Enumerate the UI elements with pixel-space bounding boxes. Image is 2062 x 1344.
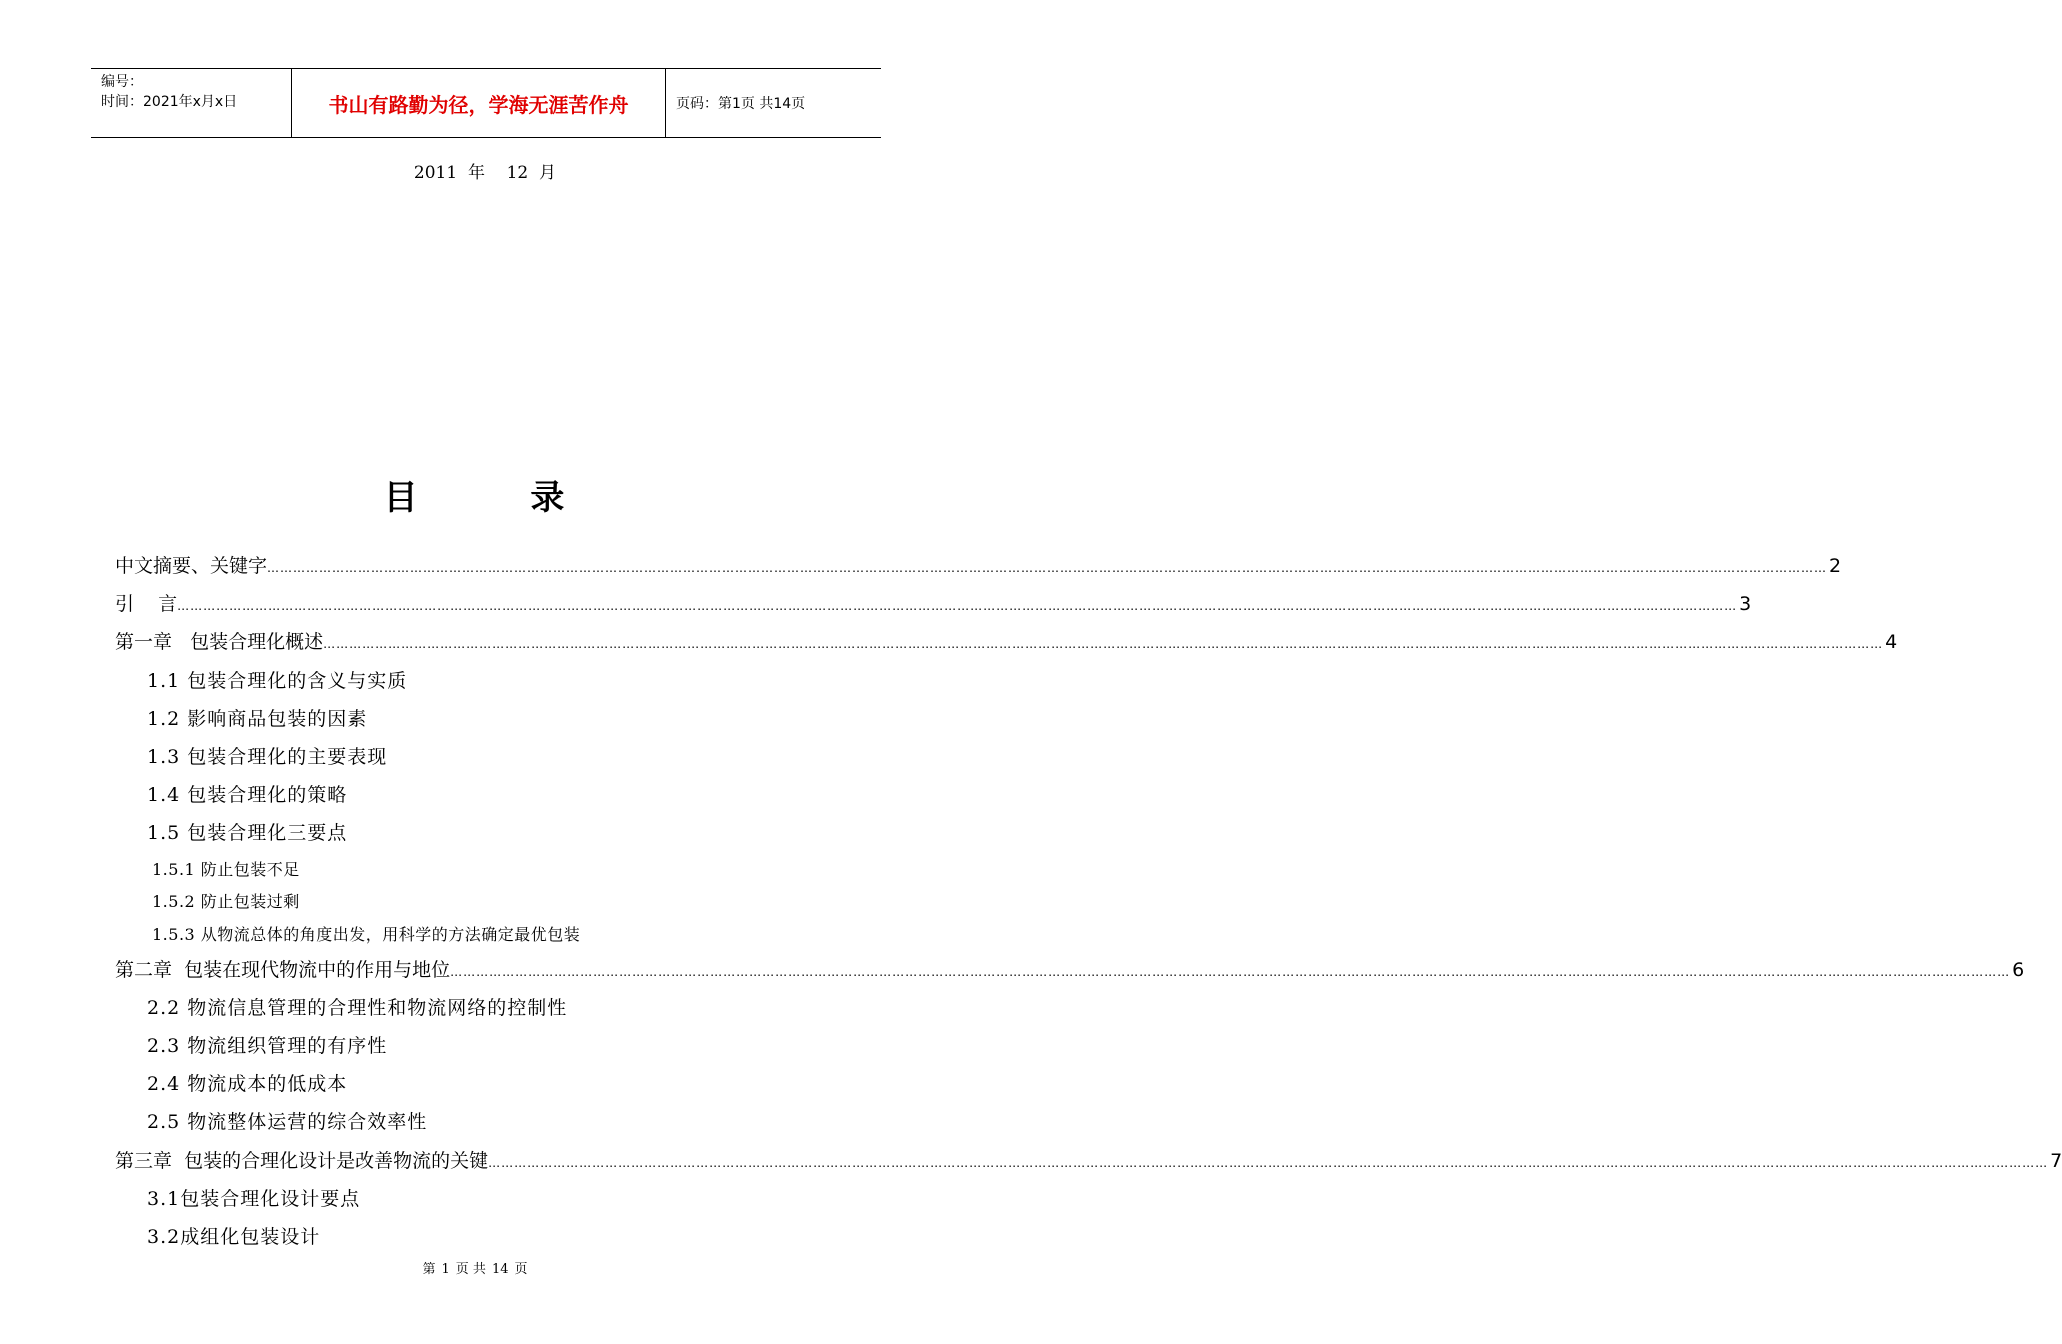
toc-section[interactable]: 1.3 包装合理化的主要表现 — [147, 746, 388, 768]
toc-section[interactable]: 2.5 物流整体运营的综合效率性 — [147, 1111, 428, 1133]
toc-leader-dots: ……………………………………………………………………………………………………………………………………………………………………………………………………………………………………………………………………………………………………………………………… — [177, 599, 1738, 613]
toc-leader-dots: ……………………………………………………………………………………………………………………………………………………………………………………………………………………………………………………………………………………………………………………………… — [488, 1156, 2049, 1170]
footer-prefix: 第 — [422, 1262, 436, 1277]
toc-section[interactable]: 3.2成组化包装设计 — [147, 1226, 321, 1248]
toc-leader-dots: ……………………………………………………………………………………………………………………………………………………………………………………………………………………………………………………………………………………………………………………………… — [267, 561, 1828, 575]
toc-subsection[interactable]: 1.5.1 防止包装不足 — [152, 860, 300, 879]
number-label: 编号： — [101, 74, 143, 90]
toc-section[interactable]: 2.4 物流成本的低成本 — [147, 1073, 348, 1095]
header-table — [91, 68, 881, 138]
toc-chapter-abstract[interactable] — [115, 551, 1842, 578]
footer-middle: 页 共 — [455, 1262, 486, 1277]
page-label: 页码：第1页 共14页 — [676, 96, 806, 112]
toc-entry-page: 4 — [1885, 631, 1898, 653]
toc-section[interactable]: 2.3 物流组织管理的有序性 — [147, 1035, 388, 1057]
toc-chapter-introduction[interactable] — [115, 589, 1752, 616]
toc-section[interactable]: 1.2 影响商品包装的因素 — [147, 708, 368, 730]
toc-section[interactable]: 2.2 物流信息管理的合理性和物流网络的控制性 — [147, 997, 568, 1019]
toc-entry-title: 第一章 包装合理化概述 — [115, 631, 324, 653]
toc-entry-title: 引 言 — [115, 593, 178, 615]
toc-leader-dots: ……………………………………………………………………………………………………………………………………………………………………………………………………………………………………………………………………………………………………………………………… — [450, 965, 2011, 979]
time-label: 时间：2021年x月x日 — [101, 94, 238, 110]
toc-section[interactable]: 1.5 包装合理化三要点 — [147, 822, 348, 844]
page-footer — [0, 1258, 950, 1277]
motto-text: 书山有路勤为径，学海无涯苦作舟 — [328, 93, 629, 117]
footer-suffix: 页 — [514, 1262, 528, 1277]
date-line: 2011 年 12 月 — [413, 163, 557, 183]
toc-title: 目 录 — [383, 478, 567, 518]
toc-section[interactable]: 3.1包装合理化设计要点 — [147, 1188, 361, 1210]
toc-entry-page: 3 — [1739, 593, 1752, 615]
footer-total-pages: 14 — [491, 1262, 509, 1277]
toc-chapter-3[interactable] — [115, 1146, 2062, 1173]
footer-page-number: 1 — [441, 1262, 450, 1277]
toc-entry-title: 第三章 包装的合理化设计是改善物流的关键 — [115, 1150, 489, 1172]
header-info-cell — [91, 69, 292, 137]
toc-section[interactable]: 1.1 包装合理化的含义与实质 — [147, 670, 408, 692]
toc-section[interactable]: 1.4 包装合理化的策略 — [147, 784, 348, 806]
toc-chapter-1[interactable] — [115, 627, 1898, 654]
toc-leader-dots: ……………………………………………………………………………………………………………………………………………………………………………………………………………………………………………………………………………………………………………………………… — [323, 637, 1884, 651]
header-motto-cell — [292, 69, 666, 137]
toc-entry-page: 6 — [2012, 959, 2025, 981]
toc-subsection[interactable]: 1.5.3 从物流总体的角度出发，用科学的方法确定最优包装 — [152, 925, 581, 944]
toc-entry-title: 第二章 包装在现代物流中的作用与地位 — [115, 959, 451, 981]
header-page-cell — [666, 69, 881, 137]
toc-entry-page: 7 — [2050, 1150, 2062, 1172]
toc-chapter-2[interactable] — [115, 955, 2025, 982]
toc-subsection[interactable]: 1.5.2 防止包装过剩 — [152, 892, 300, 911]
toc-entry-title: 中文摘要、关键字 — [115, 555, 268, 577]
toc-entry-page: 2 — [1829, 555, 1842, 577]
